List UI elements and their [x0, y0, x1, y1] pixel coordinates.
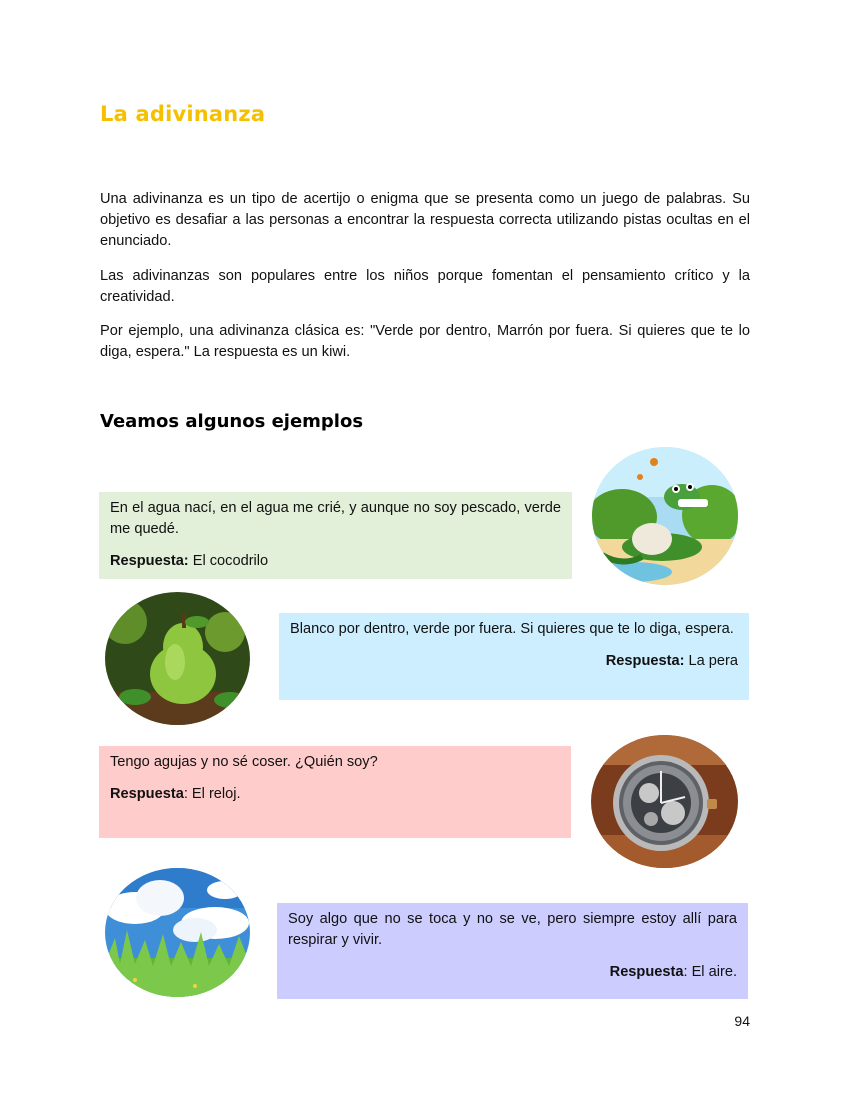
riddle-answer [110, 551, 561, 572]
answer-value: La pera [684, 653, 738, 669]
riddle-card-crocodile [99, 492, 572, 579]
answer-label: Respuesta: [605, 653, 685, 669]
answer-label: Respuesta [110, 786, 184, 802]
riddle-answer [290, 651, 738, 672]
riddle-answer [288, 962, 737, 983]
riddle-card-air [277, 903, 748, 999]
page-number: 94 [734, 1013, 750, 1029]
riddle-text: Tengo agujas y no sé coser. ¿Quién soy? [110, 754, 378, 770]
riddle-text: En el agua nací, en el agua me crié, y aunque no soy pescado, verde me quedé. [110, 500, 561, 537]
page-title: La adivinanza [100, 102, 266, 126]
intro-paragraph-2: Las adivinanzas son populares entre los niños porque fomentan el pensamiento crítico y la creatividad. [100, 268, 750, 305]
section-title: Veamos algunos ejemplos [100, 411, 364, 432]
riddle-text: Soy algo que no se toca y no se ve, pero siempre estoy allí para respirar y vivir. [288, 911, 737, 948]
watch-image [591, 735, 738, 868]
answer-label: Respuesta: [110, 553, 189, 569]
answer-label: Respuesta [609, 964, 684, 980]
crocodile-image [592, 447, 738, 585]
intro-paragraph-3: Por ejemplo, una adivinanza clásica es: "Verde por dentro, Marrón por fuera. Si quieres que te lo diga, espera." La respuesta es un kiwi. [100, 323, 750, 360]
riddle-card-watch [99, 746, 571, 838]
answer-value: El cocodrilo [188, 553, 269, 569]
pear-image [105, 592, 250, 725]
riddle-text: Blanco por dentro, verde por fuera. Si quieres que te lo diga, espera. [290, 621, 734, 637]
answer-value: : El aire. [683, 964, 737, 980]
intro-paragraph-1: Una adivinanza es un tipo de acertijo o enigma que se presenta como un juego de palabras. Su objetivo es desafiar a las personas a encontrar la respuesta correcta utilizando pistas ocultas en el enunciado. [100, 191, 750, 249]
sky-image [105, 868, 250, 997]
answer-value: : El reloj. [183, 786, 241, 802]
riddle-answer [110, 784, 560, 805]
riddle-card-pear [279, 613, 749, 700]
